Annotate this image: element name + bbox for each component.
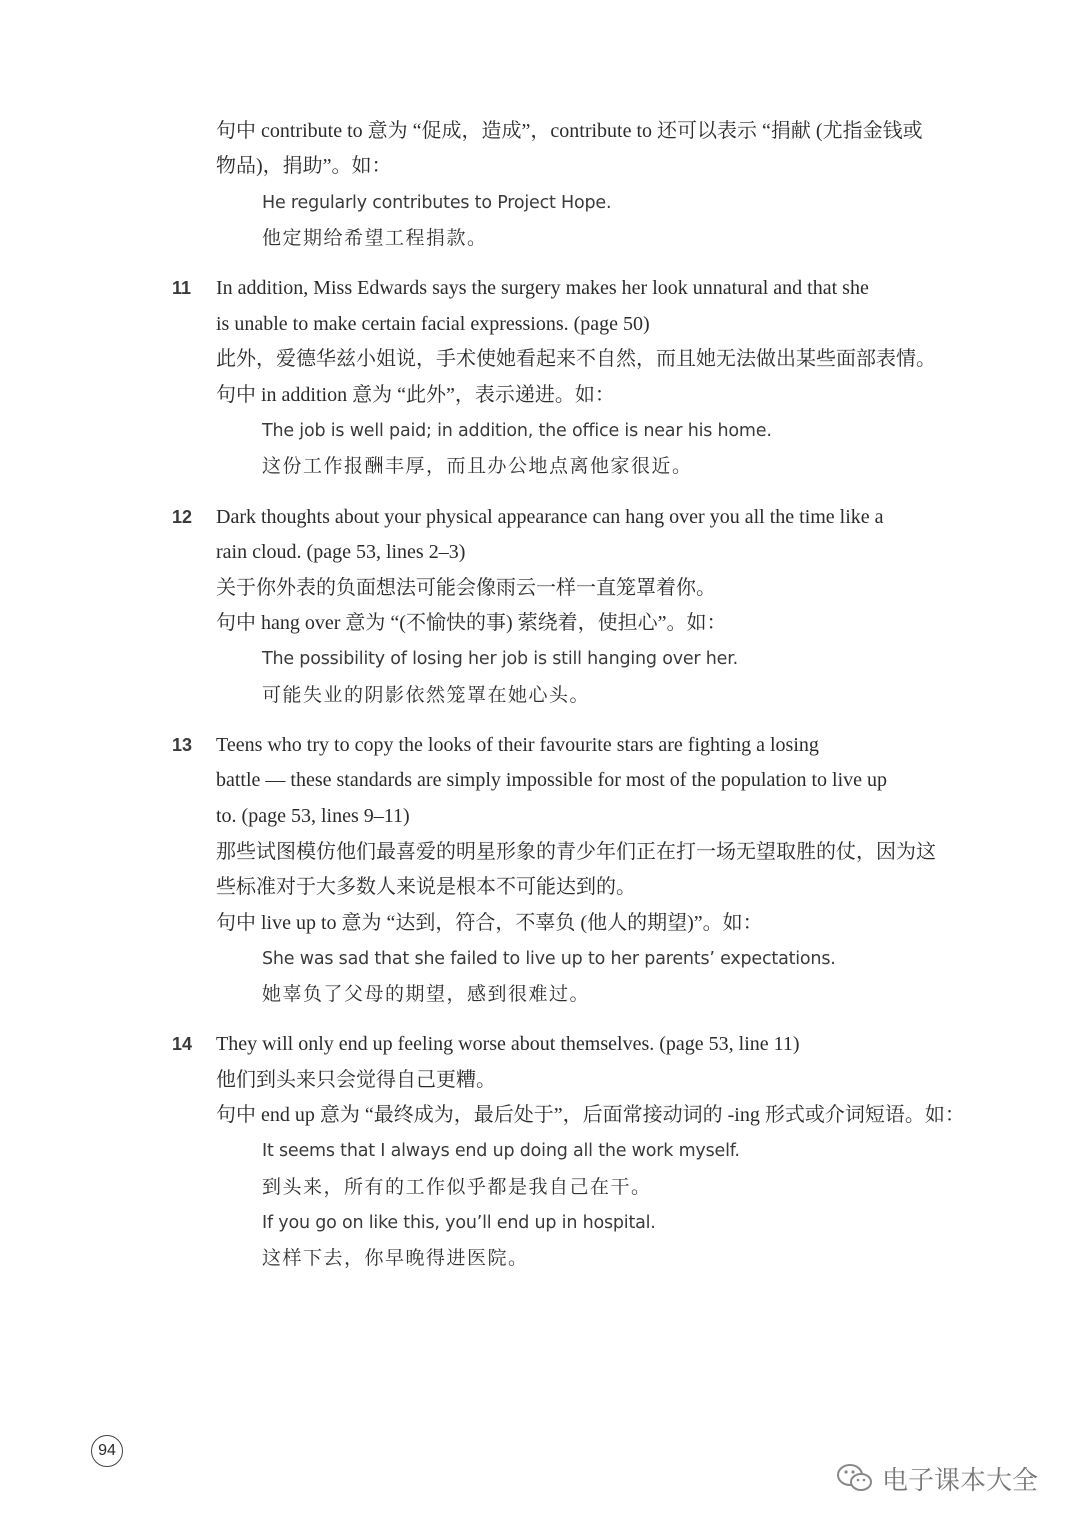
item-explanation: 句中 end up 意为 “最终成为，最后处于”，后面常接动词的 -ing 形式或介词短语。如： xyxy=(216,1104,965,1126)
example-chinese: 他定期给希望工程捐款。 xyxy=(262,227,488,249)
example-english: The job is well paid; in addition, the office is near his home. xyxy=(262,421,772,441)
watermark-text: 电子课本大全 xyxy=(882,1465,1039,1496)
intro-line: 物品)，捐助”。如： xyxy=(216,155,392,177)
example-chinese: 这样下去，你早晚得进医院。 xyxy=(262,1247,529,1269)
item-explanation: 句中 in addition 意为 “此外”，表示递进。如： xyxy=(216,384,615,406)
example-chinese: 可能失业的阴影依然笼罩在她心头。 xyxy=(262,684,591,706)
watermark xyxy=(836,1458,1038,1498)
item-sentence: is unable to make certain facial expressions. (page 50) xyxy=(216,313,650,335)
example-english: It seems that I always end up doing all the work myself. xyxy=(262,1141,740,1161)
item-sentence: battle — these standards are simply impossible for most of the population to live up xyxy=(216,769,887,791)
item-translation: 他们到头来只会觉得自己更糟。 xyxy=(216,1069,496,1091)
item-translation: 那些试图模仿他们最喜爱的明星形象的青少年们正在打一场无望取胜的仗，因为这 xyxy=(216,841,936,863)
item-translation: 此外，爱德华兹小姐说，手术使她看起来不自然，而且她无法做出某些面部表情。 xyxy=(216,348,936,370)
example-english: If you go on like this, you’ll end up in hospital. xyxy=(262,1213,656,1233)
item-explanation: 句中 hang over 意为 “(不愉快的事) 萦绕着，使担心”。如： xyxy=(216,612,727,634)
item-sentence: Dark thoughts about your physical appearance can hang over you all the time like a xyxy=(216,506,884,528)
item-number: 14 xyxy=(172,1034,193,1054)
item-sentence: rain cloud. (page 53, lines 2–3) xyxy=(216,541,466,563)
page-number: 94 xyxy=(91,1435,123,1467)
item-translation: 关于你外表的负面想法可能会像雨云一样一直笼罩着你。 xyxy=(216,577,716,599)
item-number: 12 xyxy=(172,507,193,527)
example-english: The possibility of losing her job is still hanging over her. xyxy=(262,649,739,669)
intro-line: 句中 contribute to 意为 “促成，造成”，contribute to 还可以表示 “捐献 (尤指金钱或 xyxy=(216,120,923,142)
item-sentence: They will only end up feeling worse about themselves. (page 53, line 11) xyxy=(216,1033,800,1055)
item-number: 13 xyxy=(172,735,193,755)
item-sentence: to. (page 53, lines 9–11) xyxy=(216,805,410,827)
example-english: She was sad that she failed to live up to her parents’ expectations. xyxy=(262,949,836,969)
example-chinese: 这份工作报酬丰厚，而且办公地点离他家很近。 xyxy=(262,455,693,477)
item-number: 11 xyxy=(172,278,192,298)
item-sentence: Teens who try to copy the looks of their favourite stars are fighting a losing xyxy=(216,734,819,756)
wechat-icon xyxy=(836,1462,874,1494)
example-chinese: 到头来，所有的工作似乎都是我自己在干。 xyxy=(262,1176,652,1198)
example-english: He regularly contributes to Project Hope. xyxy=(262,193,612,213)
item-explanation: 句中 live up to 意为 “达到，符合，不辜负 (他人的期望)”。如： xyxy=(216,912,763,934)
item-sentence: In addition, Miss Edwards says the surgery makes her look unnatural and that she xyxy=(216,277,869,299)
item-translation: 些标准对于大多数人来说是根本不可能达到的。 xyxy=(216,876,636,898)
example-chinese: 她辜负了父母的期望，感到很难过。 xyxy=(262,983,591,1005)
